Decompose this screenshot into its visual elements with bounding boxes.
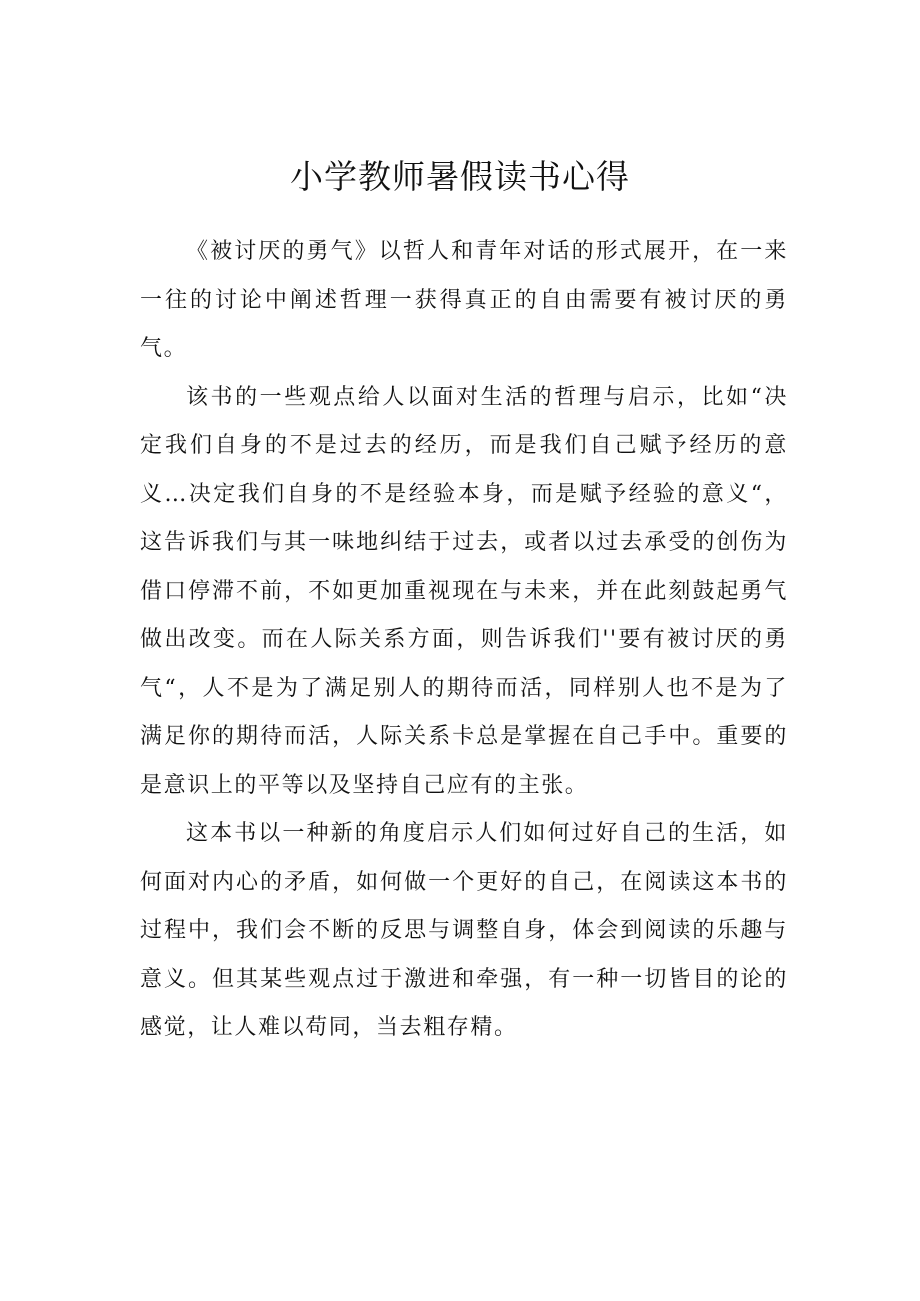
document-title: 小学教师暑假读书心得 [290, 157, 630, 196]
paragraph-intro: 《被讨厌的勇气》以哲人和青年对话的形式展开，在一来一往的讨论中阐述哲理一获得真正的自由需要有被讨厌的勇气。 [140, 239, 788, 361]
paragraph-viewpoints: 该书的一些观点给人以面对生活的哲理与启示，比如“决定我们自身的不是过去的经历，而是我们自己赋予经历的意义…决定我们自身的不是经验本身，而是赋予经验的意义“，这告诉我们与其一味地纠结于过去，或者以过去承受的创伤为借口停滞不前，不如更加重视现在与未来，并在此刻鼓起勇气做出改变。而在人际关系方面，则告诉我们''要有被讨厌的勇气“，人不是为了满足别人的期待而活，同样别人也不是为了满足你的期待而活，人际关系卡总是掌握在自己手中。重要的是意识上的平等以及坚持自己应有的主张。 [140, 384, 788, 798]
paragraph-conclusion: 这本书以一种新的角度启示人们如何过好自己的生活，如何面对内心的矛盾，如何做一个更好的自己，在阅读这本书的过程中，我们会不断的反思与调整自身，体会到阅读的乐趣与意义。但其某些观点过于激进和牵强，有一种一切皆目的论的感觉，让人难以苟同，当去粗存精。 [140, 821, 788, 1040]
document-body [140, 228, 788, 1053]
